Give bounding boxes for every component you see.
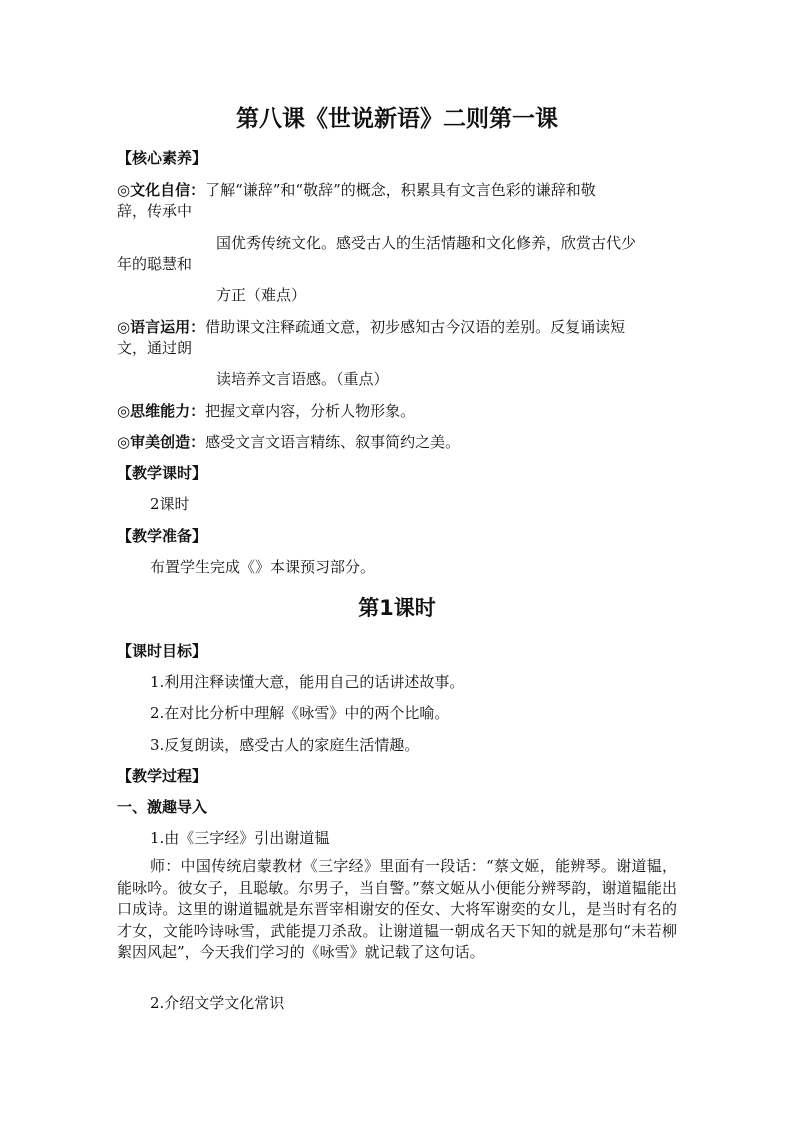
language-line-3: 读培养文言语感。（重点） xyxy=(216,370,389,388)
culture-line-2: 辞，传承中 xyxy=(117,202,193,220)
culture-label: ◎文化自信： xyxy=(117,181,206,199)
culture-line-4: 年的聪慧和 xyxy=(117,255,193,273)
page-title: 第八课《世说新语》二则第一课 xyxy=(236,106,558,132)
teaching-prep-text: 布置学生完成《》本课预习部分。 xyxy=(150,558,376,576)
aesthetic-label: ◎审美创造： xyxy=(117,433,206,451)
teaching-hours-heading: 【教学课时】 xyxy=(117,464,208,482)
aesthetic-line xyxy=(117,432,460,452)
teaching-process-heading: 【教学过程】 xyxy=(117,767,208,785)
section-heading: 一、激趣导入 xyxy=(117,798,208,816)
thinking-text: 把握文章内容，分析人物形象。 xyxy=(205,402,416,420)
language-line-2: 文，通过朗 xyxy=(117,339,193,357)
aesthetic-text: 感受文言文语言精练、叙事简约之美。 xyxy=(205,433,461,451)
goal-item: 3.反复朗读，感受古人的家庭生活情趣。 xyxy=(150,736,420,754)
thinking-line xyxy=(117,401,415,421)
intro-paragraph: 师：中国传统启蒙教材《三字经》里面有一段话：“蔡文姬，能辨琴。谢道韫，能咏吟。彼女子，且聪敏。尔男子，当自警。”蔡文姬从小便能分辨琴韵，谢道韫能出口成诗。这里的谢道韫就是东晋宰相谢安的侄女、大将军谢奕的女儿，是当时有名的才女，文能吟诗咏雪，武能提刀杀敌。让谢道韫一朝成名天下知的就是那句“未若柳絮因风起”，今天我们学习的《咏雪》就记载了这句话。 xyxy=(117,857,677,961)
goal-item: 1.利用注释读懂大意，能用自己的话讲述故事。 xyxy=(150,673,465,691)
step-item: 1.由《三字经》引出谢道韫 xyxy=(150,829,330,847)
thinking-label: ◎思维能力： xyxy=(117,402,206,420)
goal-item: 2.在对比分析中理解《咏雪》中的两个比喻。 xyxy=(150,704,450,722)
step-item: 2.介绍文学文化常识 xyxy=(150,994,285,1012)
lesson-title: 第1课时 xyxy=(358,596,436,620)
language-label: ◎语言运用： xyxy=(117,318,206,336)
teaching-prep-heading: 【教学准备】 xyxy=(117,527,208,545)
language-text-1: 借助课文注释疏通文意，初步感知古今汉语的差别。反复诵读短 xyxy=(205,318,626,336)
culture-line-5: 方正（难点） xyxy=(216,286,307,304)
culture-line-1 xyxy=(117,180,596,200)
language-line-1 xyxy=(117,317,625,337)
teaching-hours-text: 2课时 xyxy=(150,495,190,513)
culture-line-3: 国优秀传统文化。感受古人的生活情趣和文化修养，欣赏古代少 xyxy=(216,234,637,252)
culture-text-1: 了解“谦辞”和“敬辞”的概念，积累具有文言色彩的谦辞和敬 xyxy=(205,181,596,199)
core-literacy-heading: 【核心素养】 xyxy=(117,149,208,167)
lesson-goals-heading: 【课时目标】 xyxy=(117,642,208,660)
